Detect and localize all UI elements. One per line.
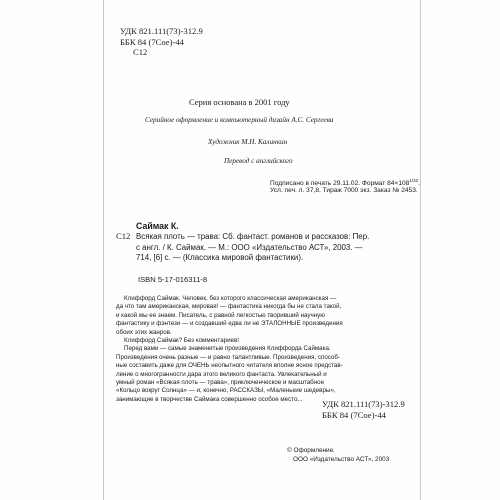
udk-code: УДК 821.111(73)-312.9 — [322, 399, 405, 409]
annotation-line: умный роман «Всякая плоть — трава», приключенческое и масштабное — [116, 378, 325, 386]
catalog-line: с англ. / К. Саймак. — М.: ООО «Издательство АСТ», 2003. — — [136, 242, 363, 252]
copyright-notice — [287, 446, 389, 464]
design-credit: Серийное оформление и компьютерный дизайн А.С. Сергеева — [145, 116, 334, 124]
annotation-line: Перед вами — самые знаменитые произведения Клиффорда Саймака. — [124, 345, 331, 353]
page-edge-left — [103, 0, 104, 500]
annotation-line: и какой мы ее знаем. Писатель, с равной легкостью творивший научную — [116, 311, 325, 319]
copyright-line1: © Оформление. — [287, 447, 335, 454]
annotation-line: обоих этих жанров. — [116, 328, 172, 336]
series-note: Серия основана в 2001 году — [189, 97, 290, 107]
catalog-entry-code: С12 — [116, 231, 131, 241]
annotation-text — [116, 295, 412, 404]
translation-note: Перевод с английского — [224, 157, 293, 165]
print-format-text: Подписано в печать 29.11.02. Формат 84×108 — [270, 180, 410, 188]
print-info-line2: Усл. печ. л. 37,8. Тираж 7000 экз. Заказ № 2453. — [270, 187, 418, 194]
bottom-classification — [322, 399, 405, 420]
print-info — [270, 176, 420, 196]
bbk-code: ББК 84 (7Сое)-44 — [120, 36, 184, 47]
annotation-line: Клиффорд Саймак? Без комментариев! — [124, 336, 239, 344]
isbn: ISBN 5-17-016311-8 — [138, 275, 208, 284]
annotation-line: занимающие в творчестве Саймака совершенно особое место... — [116, 395, 303, 403]
print-format-sub: /32 — [411, 178, 419, 183]
catalog-line: 714, [6] с. — (Классика мировой фантастики). — [136, 253, 304, 262]
bbk-code: ББК 84 (7Сое)-44 — [322, 409, 386, 420]
print-info-line1 — [270, 176, 420, 186]
catalog-line: Всякая плоть — трава: Сб. фантаст. романов и рассказов: Пер. — [136, 232, 370, 241]
print-format-suffix: . — [418, 180, 420, 188]
catalog-author: Саймак К. — [136, 221, 179, 231]
annotation-line: да что там американская, мировая! — фантастика никогда бы не стала такой, — [116, 303, 342, 311]
print-format-sup: 1 — [409, 178, 412, 183]
annotation-line: «Кольцо вокруг Солнца» — и, конечно, РАССКАЗЫ, «Маленькие шедевры», — [116, 387, 336, 395]
udk-code: УДК 821.111(73)-312.9 — [120, 26, 203, 36]
annotation-line: ление о многогранности дара этого великого фантаста. Увлекательный и — [116, 370, 327, 378]
copyright-line2: ООО «Издательство АСТ», 2003 — [293, 456, 390, 463]
annotation-line: Клиффорд Саймак. Человек, без которого классическая американская — — [124, 295, 337, 302]
catalog-code: С12 — [133, 47, 148, 57]
annotation-line: ные составить даже для ОЧЕНЬ неопытного читателя вполне ясное представ- — [116, 362, 343, 370]
annotation-line: Произведения очень разные — и равно талантливые. Произведения, способ- — [116, 353, 340, 361]
top-classification — [120, 26, 203, 58]
annotation-line: фантастику и фэнтези — и создавший едва ли не ЭТАЛОННЫЕ произведения — [116, 320, 343, 328]
catalog-description — [136, 232, 369, 264]
page-edge-right — [420, 0, 421, 500]
artist-credit: Художник М.Н. Калинкин — [208, 138, 288, 146]
